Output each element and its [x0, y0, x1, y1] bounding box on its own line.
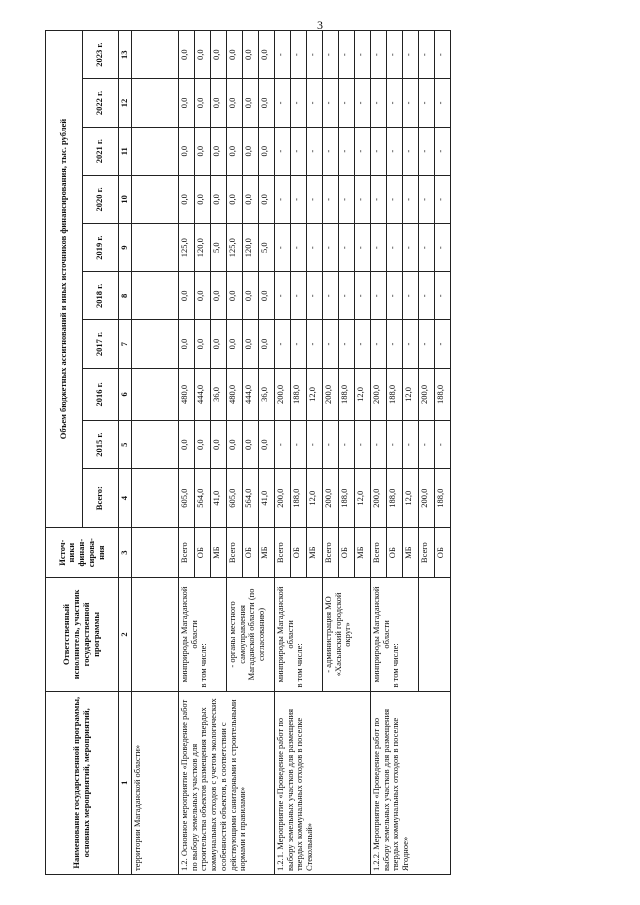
- financing-table: [45, 30, 451, 875]
- value-year: 188,0: [290, 368, 306, 420]
- funding-source: МБ: [402, 528, 418, 578]
- value-year: 0,0: [242, 79, 258, 127]
- value-year: 0,0: [178, 175, 194, 223]
- value-year: -: [290, 79, 306, 127]
- value-year: -: [306, 272, 322, 320]
- value-year: -: [370, 127, 386, 175]
- header-year: 2015 г.: [82, 421, 119, 469]
- value-year: -: [386, 421, 402, 469]
- value-year: 0,0: [210, 320, 226, 368]
- value-year: -: [370, 421, 386, 469]
- value-year: -: [402, 320, 418, 368]
- value-year: 0,0: [226, 31, 242, 79]
- value-total: 41,0: [210, 469, 226, 528]
- measure-name: 1.2. Основное мероприятие «Проведение работ по выбору земельных участков для строительства объектов размещения твердых коммунальных отходов с учетом экологических особенностей объектов, в соответствии с действующими санитарными и строительными нормами и правилами»: [178, 691, 274, 874]
- funding-source: Всего: [274, 528, 290, 578]
- value-total: 188,0: [434, 469, 450, 528]
- value-year: -: [306, 320, 322, 368]
- value-year: -: [338, 127, 354, 175]
- value-year: -: [418, 175, 434, 223]
- executor-name: минприроды Магаданской области: [178, 586, 199, 683]
- value-year: -: [370, 320, 386, 368]
- value-year: 0,0: [226, 421, 242, 469]
- value-year: 0,0: [258, 79, 274, 127]
- header-year: 2023 г.: [82, 31, 119, 79]
- value-year: -: [354, 31, 370, 79]
- value-year: 0,0: [242, 31, 258, 79]
- value-year: -: [322, 175, 338, 223]
- value-year: -: [418, 31, 434, 79]
- value-year: 0,0: [210, 421, 226, 469]
- value-year: 188,0: [434, 368, 450, 420]
- value-total: 12,0: [402, 469, 418, 528]
- column-number: 12: [119, 79, 132, 127]
- value-total: 188,0: [290, 469, 306, 528]
- value-year: -: [402, 224, 418, 272]
- value-year: 0,0: [178, 421, 194, 469]
- value-year: -: [354, 127, 370, 175]
- value-year: -: [434, 320, 450, 368]
- value-year: 188,0: [338, 368, 354, 420]
- value-year: -: [306, 79, 322, 127]
- funding-source: ОБ: [434, 528, 450, 578]
- funding-source: Всего: [178, 528, 194, 578]
- page-number: 3: [317, 18, 323, 32]
- value-year: -: [306, 421, 322, 469]
- value-year: 0,0: [210, 79, 226, 127]
- value-year: -: [290, 272, 306, 320]
- value-total: 605,0: [178, 469, 194, 528]
- value-year: 0,0: [226, 320, 242, 368]
- value-year: -: [338, 320, 354, 368]
- value-year: -: [354, 272, 370, 320]
- value-year: 0,0: [194, 31, 210, 79]
- value-year: -: [402, 79, 418, 127]
- value-year: 120,0: [242, 224, 258, 272]
- value-year: -: [290, 320, 306, 368]
- value-year: -: [402, 127, 418, 175]
- value-total: 200,0: [370, 469, 386, 528]
- value-year: -: [306, 175, 322, 223]
- value-year: -: [322, 421, 338, 469]
- header-volume: Объем бюджетных ассигнований и иных источников финансирования, тыс. рублей: [46, 31, 83, 528]
- value-year: 125,0: [226, 224, 242, 272]
- value-year: 0,0: [194, 421, 210, 469]
- executor-cell: [226, 578, 274, 691]
- value-year: 12,0: [306, 368, 322, 420]
- value-year: 0,0: [258, 31, 274, 79]
- value-total: 605,0: [226, 469, 242, 528]
- value-year: -: [418, 320, 434, 368]
- value-year: -: [274, 320, 290, 368]
- funding-source: ОБ: [338, 528, 354, 578]
- value-year: -: [402, 421, 418, 469]
- funding-source: МБ: [210, 528, 226, 578]
- column-number: 3: [119, 528, 132, 578]
- value-year: -: [370, 175, 386, 223]
- value-year: 0,0: [178, 79, 194, 127]
- value-year: 0,0: [210, 31, 226, 79]
- value-year: 0,0: [242, 421, 258, 469]
- header-total: Всего:: [82, 469, 119, 528]
- value-year: 36,0: [258, 368, 274, 420]
- column-number: 1: [119, 691, 132, 874]
- value-year: 444,0: [242, 368, 258, 420]
- executor-name: - администрация МО «Хасынский городской округ»: [322, 592, 353, 677]
- value-year: -: [386, 320, 402, 368]
- rotated-table-container: [45, 30, 590, 875]
- value-year: -: [418, 224, 434, 272]
- value-year: -: [338, 224, 354, 272]
- value-year: -: [370, 224, 386, 272]
- value-year: 0,0: [242, 272, 258, 320]
- column-number: 10: [119, 175, 132, 223]
- column-number: 11: [119, 127, 132, 175]
- value-year: -: [338, 272, 354, 320]
- value-year: 36,0: [210, 368, 226, 420]
- value-year: -: [306, 127, 322, 175]
- value-year: -: [322, 224, 338, 272]
- value-year: -: [354, 320, 370, 368]
- header-year: 2022 г.: [82, 79, 119, 127]
- executor-name: минприроды Магаданской области: [274, 586, 295, 683]
- executor-cell: [370, 578, 418, 691]
- column-number: 7: [119, 320, 132, 368]
- value-year: 0,0: [178, 127, 194, 175]
- value-year: 0,0: [226, 272, 242, 320]
- value-year: -: [290, 127, 306, 175]
- value-year: -: [290, 31, 306, 79]
- value-year: -: [434, 127, 450, 175]
- value-year: 0,0: [194, 127, 210, 175]
- funding-source: МБ: [354, 528, 370, 578]
- column-number: 4: [119, 469, 132, 528]
- value-total: 200,0: [322, 469, 338, 528]
- value-year: -: [402, 272, 418, 320]
- table-row: [178, 31, 194, 875]
- funding-source: Всего: [418, 528, 434, 578]
- value-year: 12,0: [354, 368, 370, 420]
- value-year: 0,0: [178, 320, 194, 368]
- value-year: 0,0: [242, 320, 258, 368]
- value-year: -: [370, 31, 386, 79]
- executor-name: - органы местного самоуправления Магаданской области (по согласованию): [226, 588, 267, 681]
- value-year: 0,0: [258, 272, 274, 320]
- value-year: -: [338, 79, 354, 127]
- value-year: 200,0: [274, 368, 290, 420]
- value-year: -: [306, 224, 322, 272]
- funding-source: Всего: [322, 528, 338, 578]
- executor-subnote: в том числе:: [198, 643, 209, 688]
- value-year: 480,0: [178, 368, 194, 420]
- value-year: -: [386, 224, 402, 272]
- value-year: 0,0: [210, 175, 226, 223]
- value-total: 200,0: [418, 469, 434, 528]
- value-year: -: [338, 175, 354, 223]
- value-year: -: [274, 79, 290, 127]
- value-year: -: [354, 421, 370, 469]
- value-year: -: [434, 175, 450, 223]
- value-year: 0,0: [258, 320, 274, 368]
- column-number: 13: [119, 31, 132, 79]
- value-year: -: [386, 175, 402, 223]
- value-year: -: [370, 272, 386, 320]
- value-total: 188,0: [338, 469, 354, 528]
- value-year: -: [370, 79, 386, 127]
- value-year: -: [290, 421, 306, 469]
- funding-source: МБ: [306, 528, 322, 578]
- executor-cell: [274, 578, 322, 691]
- value-year: -: [354, 224, 370, 272]
- value-year: 0,0: [258, 127, 274, 175]
- value-year: -: [322, 272, 338, 320]
- executor-cell: [418, 578, 450, 691]
- value-total: 564,0: [242, 469, 258, 528]
- value-year: 188,0: [386, 368, 402, 420]
- value-year: 0,0: [226, 79, 242, 127]
- value-year: 0,0: [226, 127, 242, 175]
- value-total: 12,0: [306, 469, 322, 528]
- header-year: 2017 г.: [82, 320, 119, 368]
- value-year: -: [338, 31, 354, 79]
- value-year: -: [338, 421, 354, 469]
- value-year: -: [354, 175, 370, 223]
- funding-source: ОБ: [290, 528, 306, 578]
- value-year: -: [386, 79, 402, 127]
- value-year: 0,0: [194, 175, 210, 223]
- value-year: -: [322, 79, 338, 127]
- value-year: -: [274, 421, 290, 469]
- table-row: [370, 31, 386, 875]
- value-year: -: [418, 272, 434, 320]
- value-year: -: [434, 421, 450, 469]
- value-year: -: [386, 127, 402, 175]
- funding-source: ОБ: [194, 528, 210, 578]
- value-year: 0,0: [178, 31, 194, 79]
- value-year: -: [402, 31, 418, 79]
- funding-source: Всего: [226, 528, 242, 578]
- value-year: -: [274, 272, 290, 320]
- value-year: 0,0: [194, 272, 210, 320]
- value-year: -: [418, 127, 434, 175]
- header-executor: Ответственный исполнитель, участник государственной программы: [46, 578, 119, 691]
- value-year: -: [274, 224, 290, 272]
- value-total: 188,0: [386, 469, 402, 528]
- value-year: 480,0: [226, 368, 242, 420]
- value-year: 0,0: [242, 127, 258, 175]
- value-year: 0,0: [226, 175, 242, 223]
- value-year: -: [418, 421, 434, 469]
- value-year: -: [290, 224, 306, 272]
- value-year: -: [274, 127, 290, 175]
- executor-cell: [322, 578, 370, 691]
- value-year: -: [322, 127, 338, 175]
- column-number: 9: [119, 224, 132, 272]
- funding-source: ОБ: [386, 528, 402, 578]
- value-year: 200,0: [322, 368, 338, 420]
- measure-name: 1.2.1. Мероприятие «Проведение работ по выбору земельных участков для размещения твердых коммунальных отходов в поселке Стекольный»: [274, 691, 370, 874]
- value-year: 0,0: [258, 421, 274, 469]
- funding-source: Всего: [370, 528, 386, 578]
- value-year: 0,0: [194, 320, 210, 368]
- value-year: 0,0: [194, 79, 210, 127]
- executor-name: минприроды Магаданской области: [370, 586, 391, 683]
- value-year: 5,0: [258, 224, 274, 272]
- header-year: 2016 г.: [82, 368, 119, 420]
- value-year: -: [274, 31, 290, 79]
- funding-source: МБ: [258, 528, 274, 578]
- value-year: 444,0: [194, 368, 210, 420]
- value-year: -: [354, 79, 370, 127]
- value-year: -: [306, 31, 322, 79]
- value-year: -: [434, 31, 450, 79]
- column-number: 5: [119, 421, 132, 469]
- value-year: -: [434, 224, 450, 272]
- value-year: 200,0: [418, 368, 434, 420]
- column-number: 8: [119, 272, 132, 320]
- value-year: -: [418, 79, 434, 127]
- value-total: 12,0: [354, 469, 370, 528]
- value-year: -: [322, 31, 338, 79]
- value-year: 0,0: [210, 272, 226, 320]
- value-year: 5,0: [210, 224, 226, 272]
- value-year: -: [386, 31, 402, 79]
- value-year: 0,0: [178, 272, 194, 320]
- value-year: -: [274, 175, 290, 223]
- measure-name: 1.2.2. Мероприятие «Проведение работ по выбору земельных участков для размещения твердых коммунальных отходов в поселке Ягодное»: [370, 691, 450, 874]
- value-total: 200,0: [274, 469, 290, 528]
- column-number: 2: [119, 578, 132, 691]
- header-source: Источ-ники финан-сирова-ния: [46, 528, 119, 578]
- value-year: 12,0: [402, 368, 418, 420]
- continuation-text: территории Магаданской области»: [131, 691, 178, 874]
- value-year: -: [402, 175, 418, 223]
- value-total: 564,0: [194, 469, 210, 528]
- executor-subnote: в том числе:: [294, 643, 305, 688]
- value-year: 0,0: [242, 175, 258, 223]
- value-year: 125,0: [178, 224, 194, 272]
- value-year: -: [386, 272, 402, 320]
- value-year: -: [434, 272, 450, 320]
- value-year: -: [290, 175, 306, 223]
- value-total: 41,0: [258, 469, 274, 528]
- value-year: 0,0: [210, 127, 226, 175]
- header-year: 2018 г.: [82, 272, 119, 320]
- column-number: 6: [119, 368, 132, 420]
- column-numbers-row: [119, 31, 132, 875]
- value-year: -: [322, 320, 338, 368]
- executor-cell: [178, 578, 226, 691]
- header-name: Наименование государственной программы, основных мероприятий, мероприятий,: [46, 691, 119, 874]
- header-year: 2020 г.: [82, 175, 119, 223]
- value-year: -: [434, 79, 450, 127]
- value-year: 120,0: [194, 224, 210, 272]
- funding-source: ОБ: [242, 528, 258, 578]
- header-year: 2019 г.: [82, 224, 119, 272]
- table-row: [274, 31, 290, 875]
- value-year: 200,0: [370, 368, 386, 420]
- continuation-row: [131, 31, 178, 875]
- value-year: 0,0: [258, 175, 274, 223]
- header-year: 2021 г.: [82, 127, 119, 175]
- executor-subnote: в том числе:: [390, 643, 401, 688]
